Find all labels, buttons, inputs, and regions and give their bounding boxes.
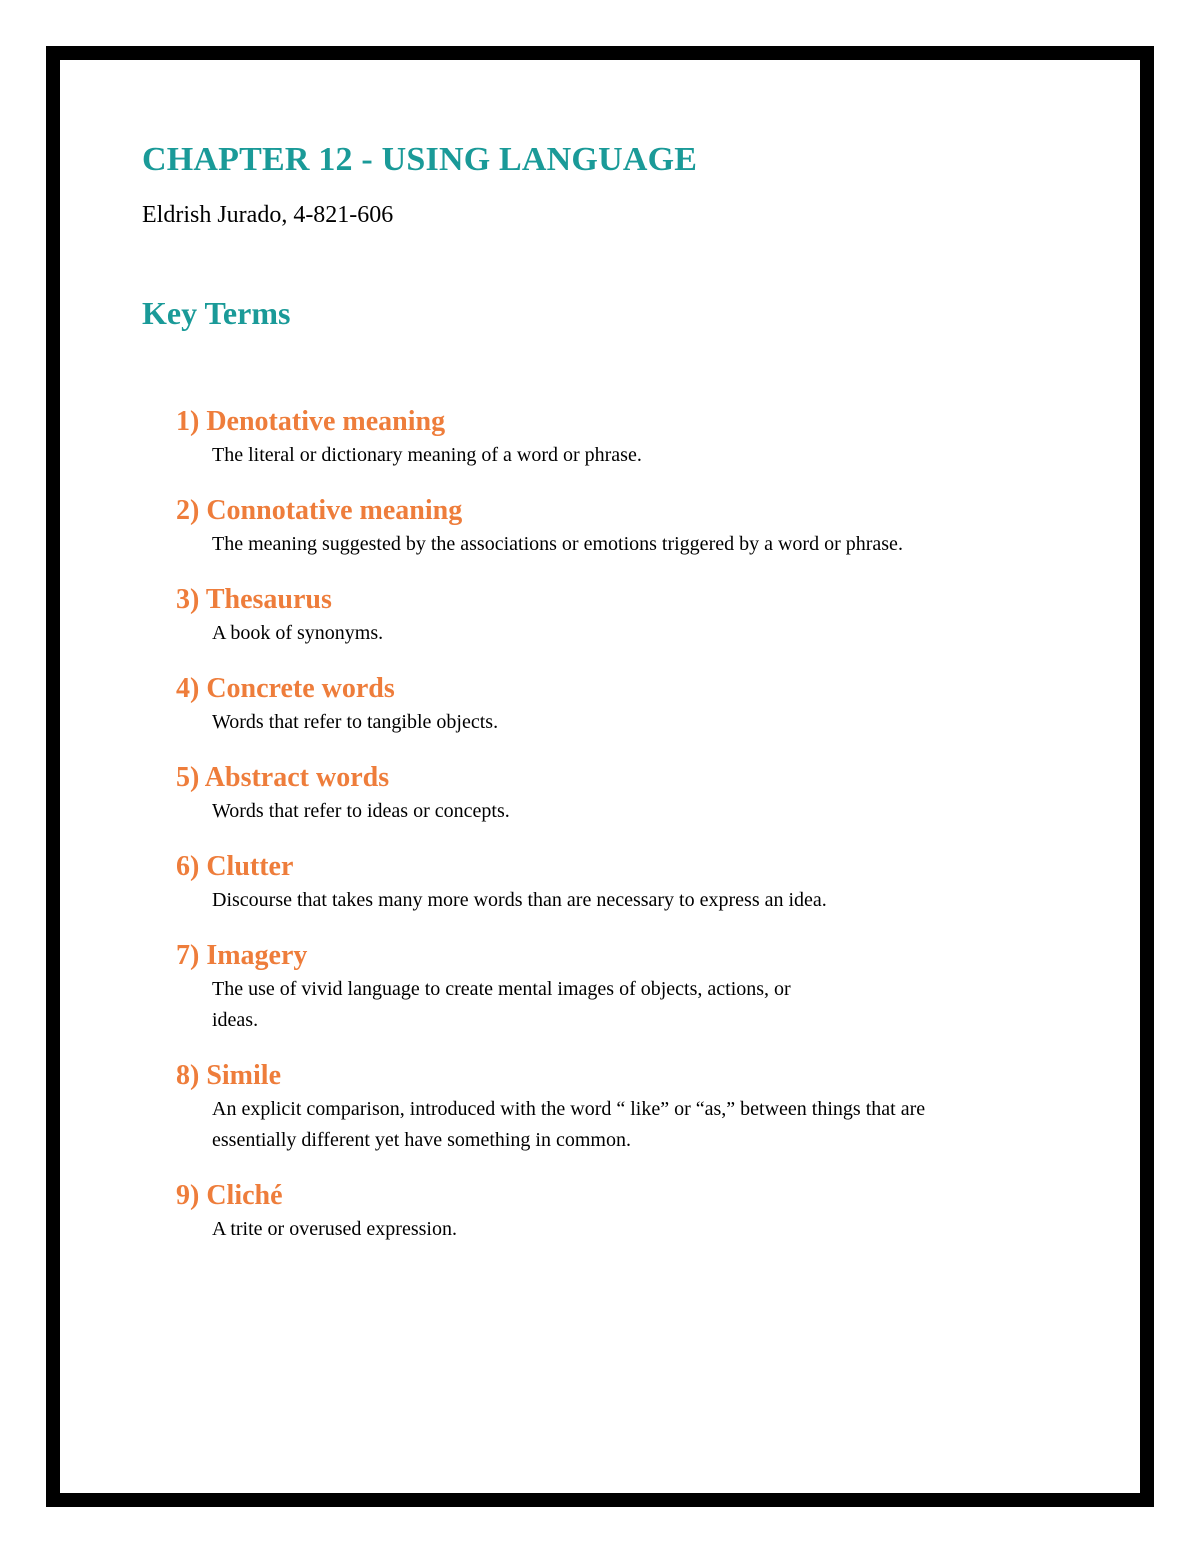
- term-heading: [176, 673, 1102, 705]
- term-item: [176, 584, 1102, 649]
- term-heading: [176, 1060, 1102, 1092]
- term-name: Cliché: [206, 1180, 283, 1211]
- key-terms-list: [142, 406, 1102, 1245]
- term-name: Imagery: [206, 940, 308, 971]
- term-number: 2): [176, 495, 200, 526]
- term-number: 3): [176, 584, 200, 615]
- term-name: Connotative meaning: [206, 495, 463, 526]
- term-item: [176, 673, 1102, 738]
- term-item: [176, 940, 1102, 1036]
- term-heading: [176, 940, 1102, 972]
- definition-line: ideas.: [212, 1009, 259, 1031]
- term-name: Clutter: [206, 851, 294, 882]
- term-definition: [212, 885, 1092, 916]
- term-heading: [176, 1180, 1102, 1212]
- definition-line: The use of vivid language to create mental images of objects, actions, or: [212, 978, 791, 1000]
- term-heading: [176, 762, 1102, 794]
- section-heading-key-terms: Key Terms: [142, 295, 291, 331]
- term-heading: [176, 406, 1102, 438]
- document-body: [142, 140, 1102, 1269]
- term-definition: [212, 440, 1092, 471]
- term-definition: [212, 796, 1092, 827]
- term-item: [176, 495, 1102, 560]
- term-name: Simile: [206, 1060, 281, 1091]
- definition-line: Words that refer to tangible objects.: [212, 711, 499, 733]
- definition-line: A book of synonyms.: [212, 622, 384, 644]
- term-heading: [176, 584, 1102, 616]
- term-item: [176, 406, 1102, 471]
- definition-line: essentially different yet have something in common.: [212, 1129, 631, 1151]
- term-heading: [176, 851, 1102, 883]
- term-item: [176, 762, 1102, 827]
- definition-line: The meaning suggested by the associations or emotions triggered by a word or phrase.: [212, 533, 903, 555]
- term-definition: [212, 707, 1092, 738]
- term-heading: [176, 495, 1102, 527]
- term-number: 5): [176, 762, 200, 793]
- term-definition: [212, 1214, 1092, 1245]
- term-number: 4): [176, 673, 200, 704]
- term-definition: [212, 974, 1092, 1036]
- term-number: 6): [176, 851, 200, 882]
- term-number: 7): [176, 940, 200, 971]
- definition-line: The literal or dictionary meaning of a word or phrase.: [212, 444, 642, 466]
- term-item: [176, 851, 1102, 916]
- term-number: 1): [176, 406, 200, 437]
- definition-line: An explicit comparison, introduced with the word “ like” or “as,” between things that are: [212, 1098, 926, 1120]
- definition-line: A trite or overused expression.: [212, 1218, 457, 1240]
- term-number: 9): [176, 1180, 200, 1211]
- term-name: Denotative meaning: [206, 406, 446, 437]
- term-item: [176, 1180, 1102, 1245]
- term-definition: [212, 1094, 1092, 1156]
- document-title: CHAPTER 12 - USING LANGUAGE: [142, 141, 698, 178]
- term-name: Thesaurus: [205, 584, 332, 615]
- term-name: Concrete words: [206, 673, 395, 704]
- term-number: 8): [176, 1060, 200, 1091]
- term-definition: [212, 618, 1092, 649]
- definition-line: Words that refer to ideas or concepts.: [212, 800, 510, 822]
- term-name: Abstract words: [204, 762, 390, 793]
- term-definition: [212, 529, 1092, 560]
- definition-line: Discourse that takes many more words than are necessary to express an idea.: [212, 889, 827, 911]
- author-line: Eldrish Jurado, 4-821-606: [142, 202, 394, 228]
- term-item: [176, 1060, 1102, 1156]
